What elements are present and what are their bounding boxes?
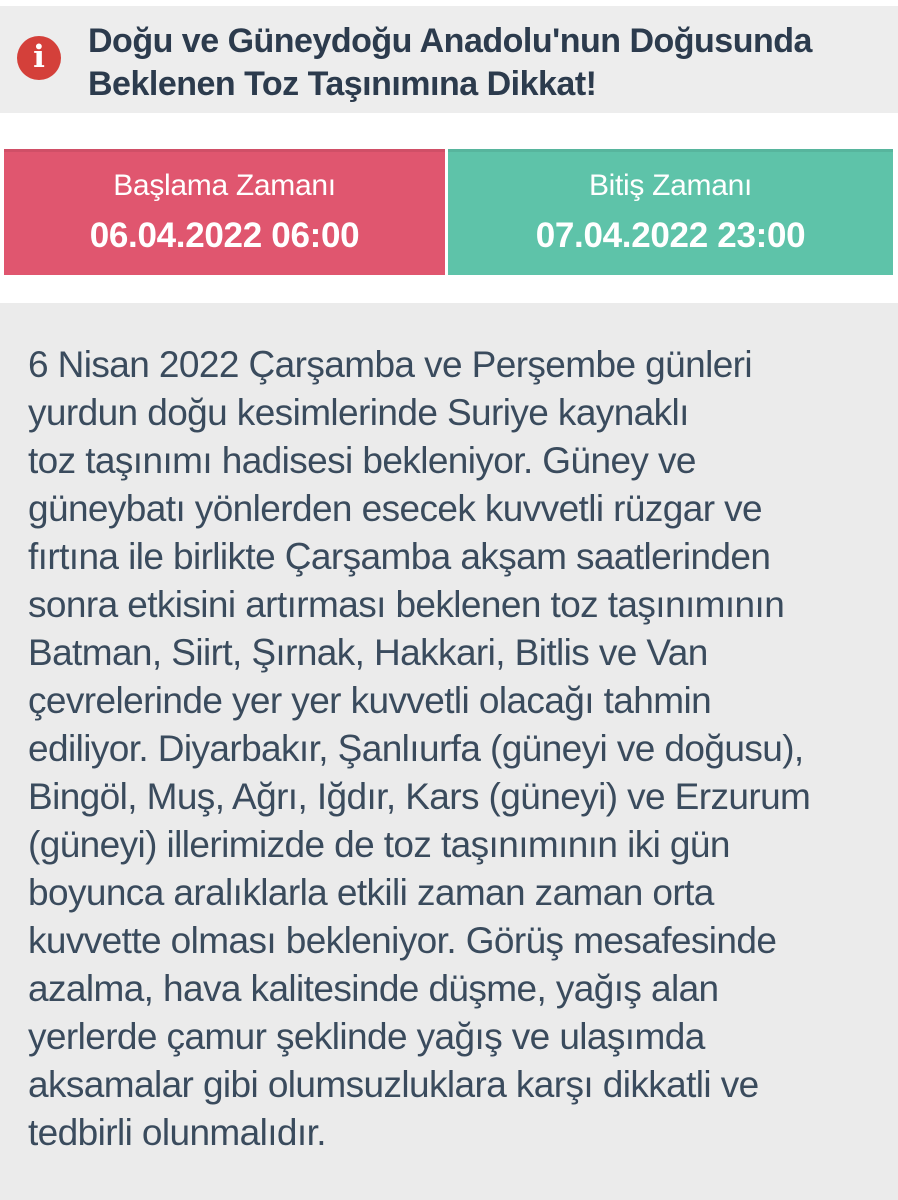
info-icon-glyph: i: [33, 38, 45, 75]
body-text-line: 6 Nisan 2022 Çarşamba ve Perşembe günleri: [28, 344, 753, 385]
alert-body-text: [28, 341, 878, 1157]
body-text-line: yerlerde çamur şeklinde yağış ve ulaşımda: [28, 1016, 705, 1057]
body-text-line: fırtına ile birlikte Çarşamba akşam saatlerinden: [28, 536, 771, 577]
time-row: [4, 149, 893, 275]
start-time-value: 06.04.2022 06:00: [89, 215, 360, 255]
end-time-value: 07.04.2022 23:00: [535, 215, 806, 255]
body-text-line: Batman, Siirt, Şırnak, Hakkari, Bitlis ve Van: [28, 632, 708, 673]
body-text-line: tedbirli olunmalıdır.: [28, 1112, 326, 1153]
alert-title-line: Beklenen Toz Taşınımına Dikkat!: [88, 65, 597, 103]
end-time-box: [448, 149, 893, 275]
body-text-line: sonra etkisini artırması beklenen toz taşınımının: [28, 584, 785, 625]
body-text-line: ediliyor. Diyarbakır, Şanlıurfa (güneyi ve doğusu),: [28, 728, 804, 769]
body-text-line: aksamalar gibi olumsuzluklara karşı dikkatli ve: [28, 1064, 759, 1105]
body-text-line: güneybatı yönlerden esecek kuvvetli rüzgar ve: [28, 488, 762, 529]
body-text-line: azalma, hava kalitesinde düşme, yağış alan: [28, 968, 719, 1009]
body-text-line: kuvvette olması bekleniyor. Görüş mesafesinde: [28, 920, 777, 961]
body-text-line: yurdun doğu kesimlerinde Suriye kaynaklı: [28, 392, 689, 433]
alert-header: [0, 6, 898, 113]
alert-body-section: [0, 303, 898, 1200]
body-text-line: toz taşınımı hadisesi bekleniyor. Güney ve: [28, 440, 696, 481]
alert-title: [88, 20, 878, 106]
alert-title-line: Doğu ve Güneydoğu Anadolu'nun Doğusunda: [88, 22, 812, 60]
info-circle-icon: [17, 36, 61, 80]
body-text-line: çevrelerinde yer yer kuvvetli olacağı tahmin: [28, 680, 712, 721]
body-text-line: Bingöl, Muş, Ağrı, Iğdır, Kars (güneyi) ve Erzurum: [28, 776, 811, 817]
body-text-line: (güneyi) illerimizde de toz taşınımının iki gün: [28, 824, 730, 865]
start-time-label: Başlama Zamanı: [113, 168, 336, 202]
body-text-line: boyunca aralıklarla etkili zaman zaman orta: [28, 872, 714, 913]
start-time-box: [4, 149, 445, 275]
end-time-label: Bitiş Zamanı: [588, 168, 753, 202]
